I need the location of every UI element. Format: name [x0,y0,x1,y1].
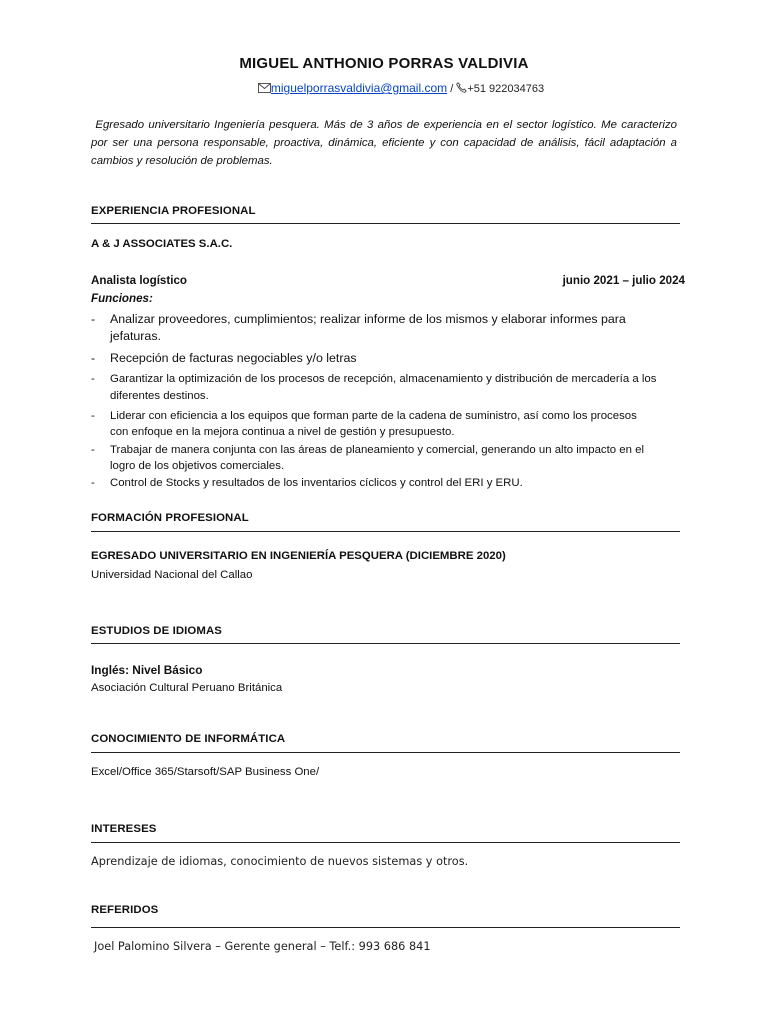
section-divider [91,927,680,928]
language-level: Inglés: Nivel Básico [91,663,203,677]
experience-section-title: EXPERIENCIA PROFESIONAL [91,205,256,217]
degree-title: EGRESADO UNIVERSITARIO EN INGENIERÍA PESQUERA (DICIEMBRE 2020) [91,550,506,562]
section-divider [91,223,680,224]
interests-text: Aprendizaje de idiomas, conocimiento de nuevos sistemas y otros. [91,855,469,868]
computing-section-title: CONOCIMIENTO DE INFORMÁTICA [91,733,286,745]
phone-icon [456,82,467,95]
section-divider [91,643,680,644]
contact-separator: / [447,83,457,95]
section-divider [91,752,680,753]
professional-summary: Egresado universitario Ingeniería pesquera. Más de 3 años de experiencia en el sector logístico. Me caracterizo por ser una persona responsable, proactiva, dinámica, eficiente y con capacidad de análisis, fácil adaptación a cambios y resolución de problemas. [91,119,677,167]
resume-page: MIGUEL ANTHONIO PORRAS VALDIVIA miguelporrasvaldivia@gmail.com / +51 922034763 Egresado universitario Ingeniería pesquera. Más de 3 años de experiencia en el sector logístico. Me caracterizo por ser una persona responsable, proactiva, dinámica, eficiente y con capacidad de análisis, fácil adaptación a cambios y resolución de problemas. EXPERIENCIA PROFESIONAL A & J ASSOCIATES S.A.C. Analista logístico junio 2021 – julio 2024 Funciones: - Analizar proveedores, cumplimientos; realizar informe de los mismos y elaborar informes para jefaturas. - Recepción de facturas negociables y/o letras - Garantizar la optimización de los procesos de recepción, almacenamiento y distribución de mercadería a los diferentes destinos. - Liderar con eficiencia a los equipos que forman parte de la cadena de suministro, así como los procesos con enfoque en la mejora continua a nivel de gestión y presupuesto. - Trabajar de manera conjunta con las áreas de planeamiento y comercial, generando un alto impacto en el logro de los objetivos comerciales. - Control de Stocks y resultados de los inventarios cíclicos y control del ERI y ERU. FORMACIÓN PROFESIONAL EGRESADO UNIVERSITARIO EN INGENIERÍA PESQUERA (DICIEMBRE 2020) Universidad Nacional del Callao ESTUDIOS DE IDIOMAS Inglés: Nivel Básico Asociación Cultural Peruano Británica CONOCIMIENTO DE INFORMÁTICA Excel/Office 365/Starsoft/SAP Business One/ INTERESES Aprendizaje de idiomas, conocimiento de nuevos sistemas y otros. REFERIDOS Joel Palomino Silvera – Gerente general – Telf.: 993 686 841 [0,0,768,1024]
section-divider [91,842,680,843]
reference-contact: Joel Palomino Silvera – Gerente general – Telf.: 993 686 841 [94,940,431,953]
software-list: Excel/Office 365/Starsoft/SAP Business One/ [91,766,320,778]
job-title: Analista logístico [91,274,187,287]
company-name: A & J ASSOCIATES S.A.C. [91,238,233,250]
interests-section-title: INTERESES [91,823,157,835]
university-name: Universidad Nacional del Callao [91,569,253,581]
language-institution: Asociación Cultural Peruano Británica [91,682,283,694]
email-link[interactable]: miguelporrasvaldivia@gmail.com [270,81,448,95]
phone-number: +51 922034763 [467,83,545,95]
candidate-name: MIGUEL ANTHONIO PORRAS VALDIVIA [239,55,529,72]
contact-line [0,81,768,95]
education-section-title: FORMACIÓN PROFESIONAL [91,512,249,524]
references-section-title: REFERIDOS [91,904,159,916]
job-dates: junio 2021 – julio 2024 [562,274,685,287]
functions-label: Funciones: [91,292,153,305]
envelope-icon [258,83,271,95]
section-divider [91,531,680,532]
languages-section-title: ESTUDIOS DE IDIOMAS [91,625,223,637]
